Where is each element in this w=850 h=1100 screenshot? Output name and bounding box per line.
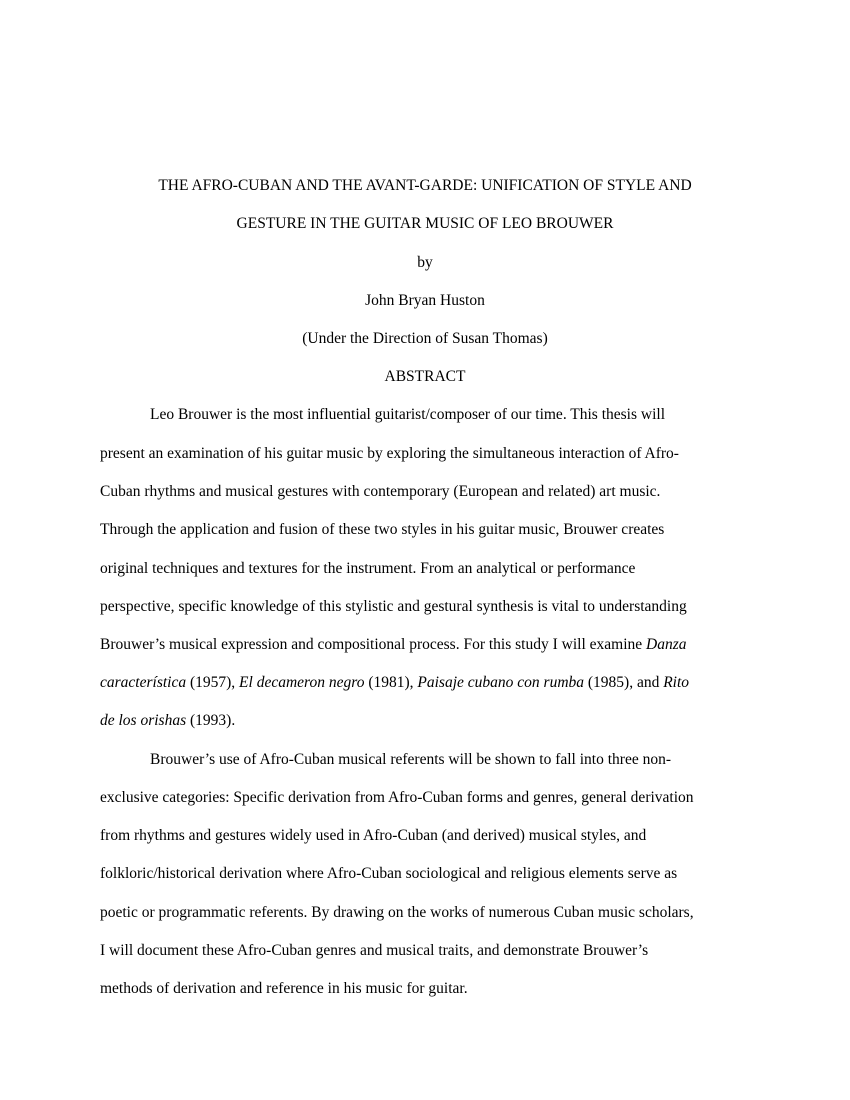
p1-line-4: Through the application and fusion of these two styles in his guitar music, Brouwer creates (100, 521, 665, 538)
p1-line-6: perspective, specific knowledge of this stylistic and gestural synthesis is vital to understanding (100, 598, 687, 615)
p1-line-5: original techniques and textures for the instrument. From an analytical or performance (100, 560, 636, 577)
p1-line-1: Leo Brouwer is the most influential guitarist/composer of our time. This thesis will (150, 406, 666, 423)
author-name: John Bryan Huston (365, 292, 485, 309)
abstract-heading: ABSTRACT (384, 368, 466, 385)
p2-line-4: folkloric/historical derivation where Afro-Cuban sociological and religious elements serve as (100, 865, 678, 882)
p1-line-9-text: (1993). (186, 712, 236, 729)
by-label: by (417, 254, 433, 271)
work-title-4-start: Rito (663, 674, 690, 691)
p1-line-9 (100, 711, 235, 731)
work-title-4-end: de los orishas (100, 712, 187, 729)
p2-line-2: exclusive categories: Specific derivation from Afro-Cuban forms and genres, general derivation (100, 789, 694, 806)
p1-line-7-text: Brouwer’s musical expression and compositional process. For this study I will examine (100, 636, 647, 653)
work-title-1: característica (100, 674, 187, 691)
title-line-2: GESTURE IN THE GUITAR MUSIC OF LEO BROUWER (236, 215, 614, 232)
work-title-3: Paisaje cubano con rumba (417, 674, 585, 691)
p2-line-5: poetic or programmatic referents. By drawing on the works of numerous Cuban music scholars, (100, 904, 694, 921)
p1-line-8-text-1: (1957), (186, 674, 240, 691)
p2-line-1: Brouwer’s use of Afro-Cuban musical referents will be shown to fall into three non- (150, 751, 671, 768)
p1-line-8 (100, 673, 689, 693)
p1-line-2: present an examination of his guitar music by exploring the simultaneous interaction of Afro- (100, 445, 679, 462)
p2-line-3: from rhythms and gestures widely used in Afro-Cuban (and derived) musical styles, and (100, 827, 647, 844)
p1-line-8-text-2: (1981), (364, 674, 418, 691)
p1-line-7-title: Danza (646, 636, 687, 653)
p2-line-7: methods of derivation and reference in his music for guitar. (100, 980, 468, 997)
p1-line-8-text-3: (1985), and (584, 674, 664, 691)
title-line-1: THE AFRO-CUBAN AND THE AVANT-GARDE: UNIFICATION OF STYLE AND (158, 177, 692, 194)
p1-line-3: Cuban rhythms and musical gestures with contemporary (European and related) art music. (100, 483, 661, 500)
work-title-2: El decameron negro (239, 674, 365, 691)
direction-note: (Under the Direction of Susan Thomas) (302, 330, 548, 347)
p1-line-7 (100, 635, 687, 655)
p2-line-6: I will document these Afro-Cuban genres and musical traits, and demonstrate Brouwer’s (100, 942, 649, 959)
